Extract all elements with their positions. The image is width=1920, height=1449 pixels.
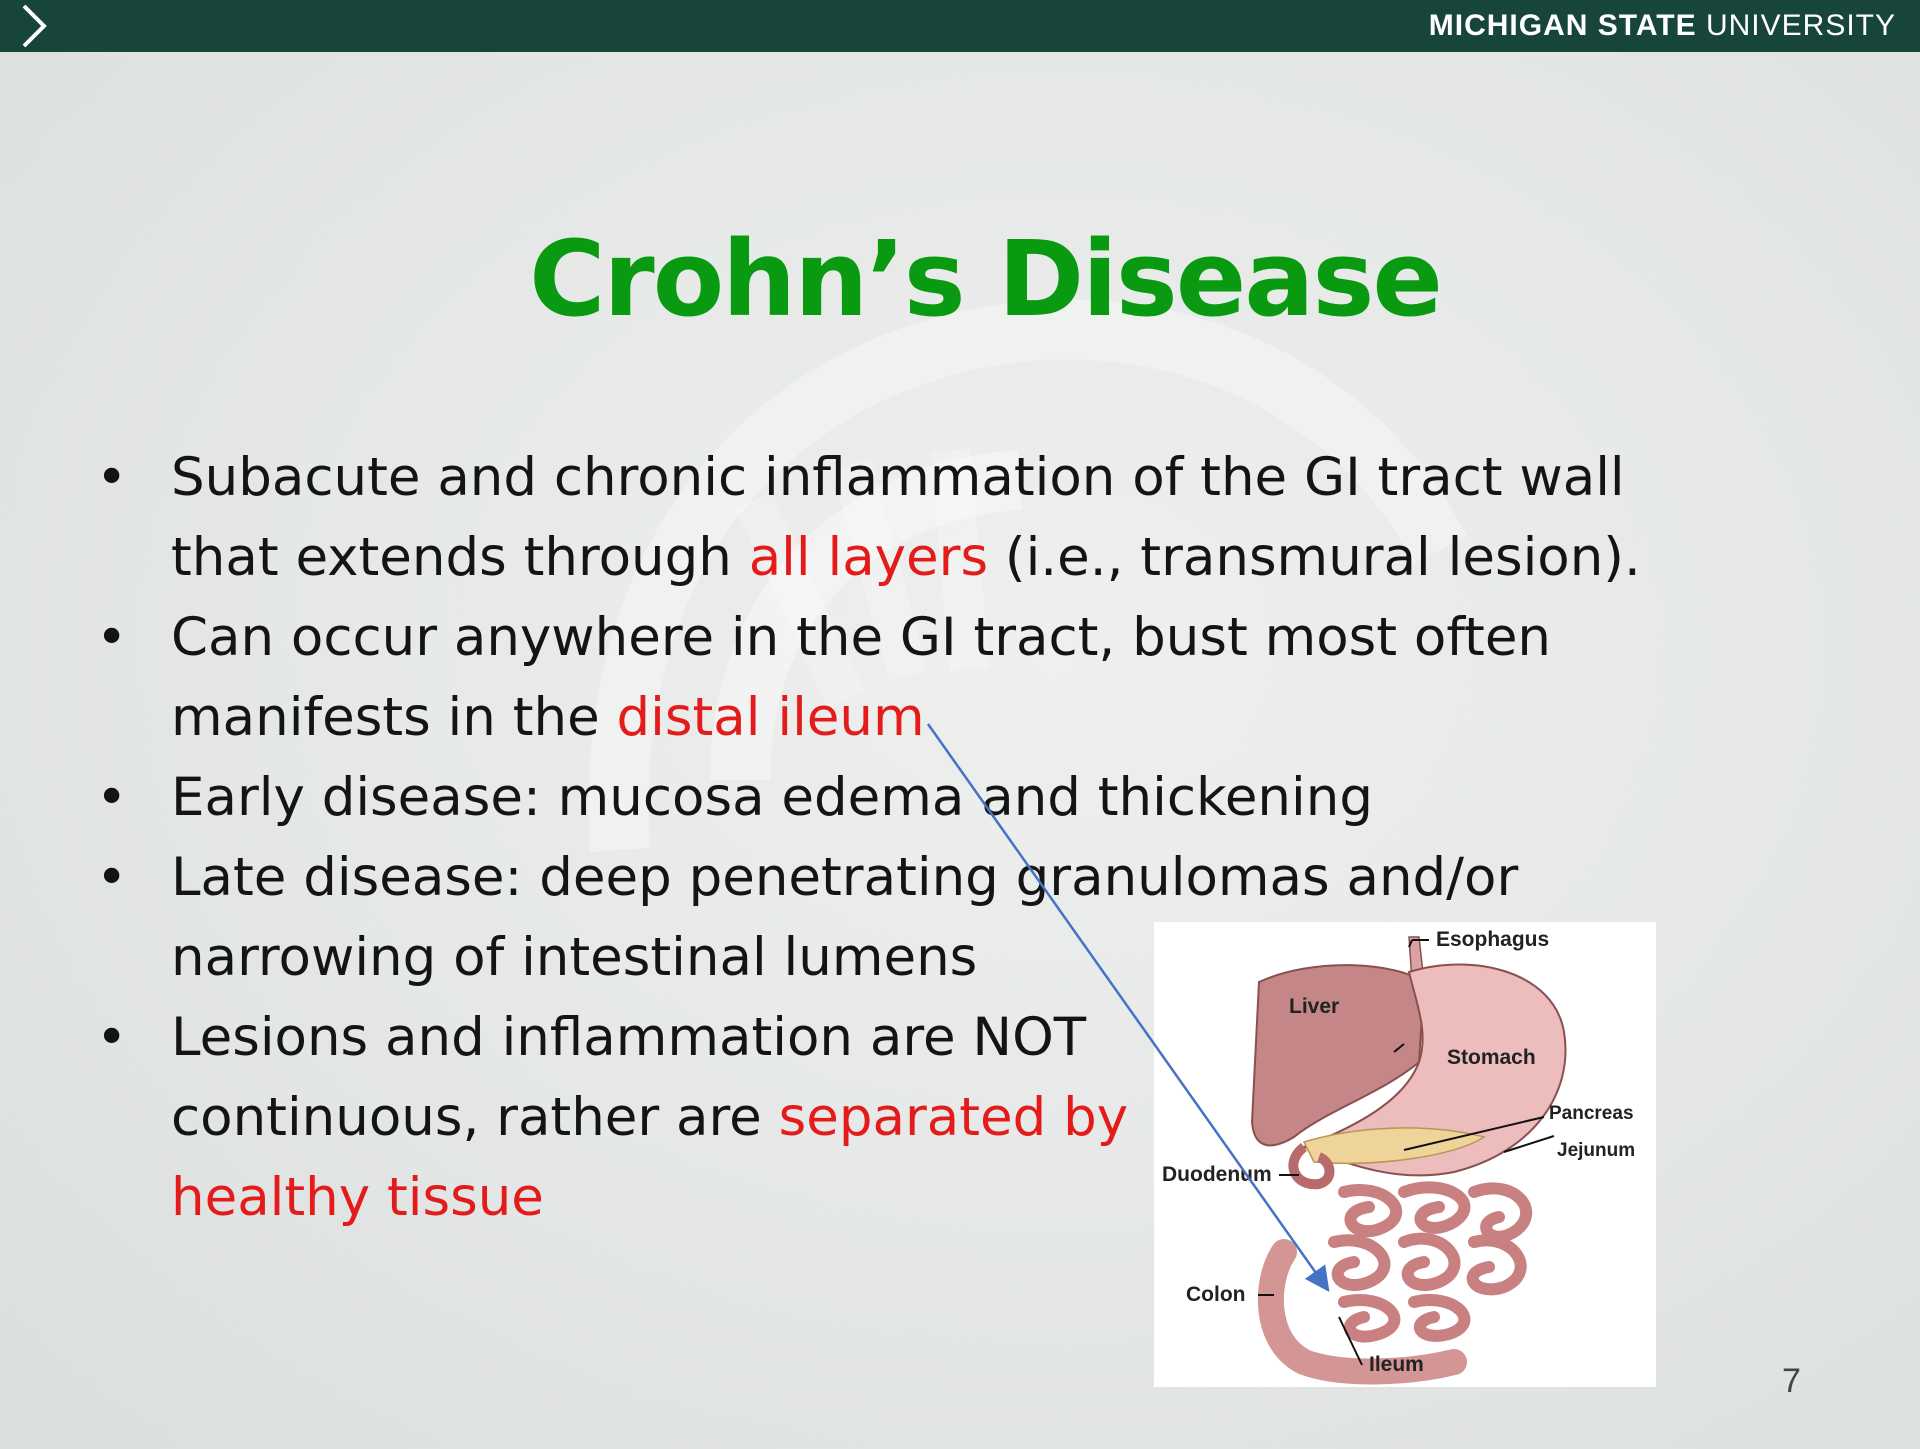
bullet-text: continuous, rather are: [171, 1087, 779, 1148]
highlight-text: healthy tissue: [171, 1167, 544, 1228]
highlight-text: all layers: [748, 527, 989, 588]
bullet-marker: •: [96, 847, 128, 908]
label-duodenum: Duodenum: [1162, 1163, 1272, 1186]
bullet-text: Can occur anywhere in the GI tract, bust most often: [171, 607, 1552, 668]
bullet-text: narrowing of intestinal lumens: [171, 927, 978, 988]
brand-light: UNIVERSITY: [1705, 9, 1896, 42]
label-esophagus: Esophagus: [1436, 928, 1550, 951]
bullet-text: Late disease: deep penetrating granulomas and/or: [171, 847, 1519, 908]
bullet-marker: •: [96, 767, 128, 828]
bullet-marker: •: [96, 607, 128, 668]
label-jejunum: Jejunum: [1557, 1140, 1636, 1161]
bullet-marker: •: [96, 447, 128, 508]
label-ileum: Ileum: [1369, 1353, 1424, 1376]
slide-title: Crohn’s Disease: [529, 218, 1441, 340]
bullet-text: Lesions and inflammation are NOT: [171, 1007, 1087, 1068]
brand-bold: MICHIGAN STATE: [1428, 9, 1697, 42]
bullet-text: (i.e., transmural lesion).: [988, 527, 1641, 588]
bullet-text: that extends through: [171, 527, 749, 588]
bullet-text: Early disease: mucosa edema and thickening: [171, 767, 1373, 828]
label-colon: Colon: [1186, 1283, 1246, 1306]
label-pancreas: Pancreas: [1549, 1103, 1634, 1124]
bullet-marker: •: [96, 1007, 128, 1068]
highlight-text: separated by: [778, 1087, 1129, 1148]
highlight-text: distal ileum: [616, 687, 925, 748]
bullet-text: manifests in the: [171, 687, 617, 748]
bullet-text: Subacute and chronic inflammation of the GI tract wall: [171, 447, 1625, 508]
label-stomach: Stomach: [1447, 1046, 1536, 1069]
label-liver: Liver: [1289, 995, 1340, 1018]
page-number: 7: [1782, 1362, 1801, 1400]
